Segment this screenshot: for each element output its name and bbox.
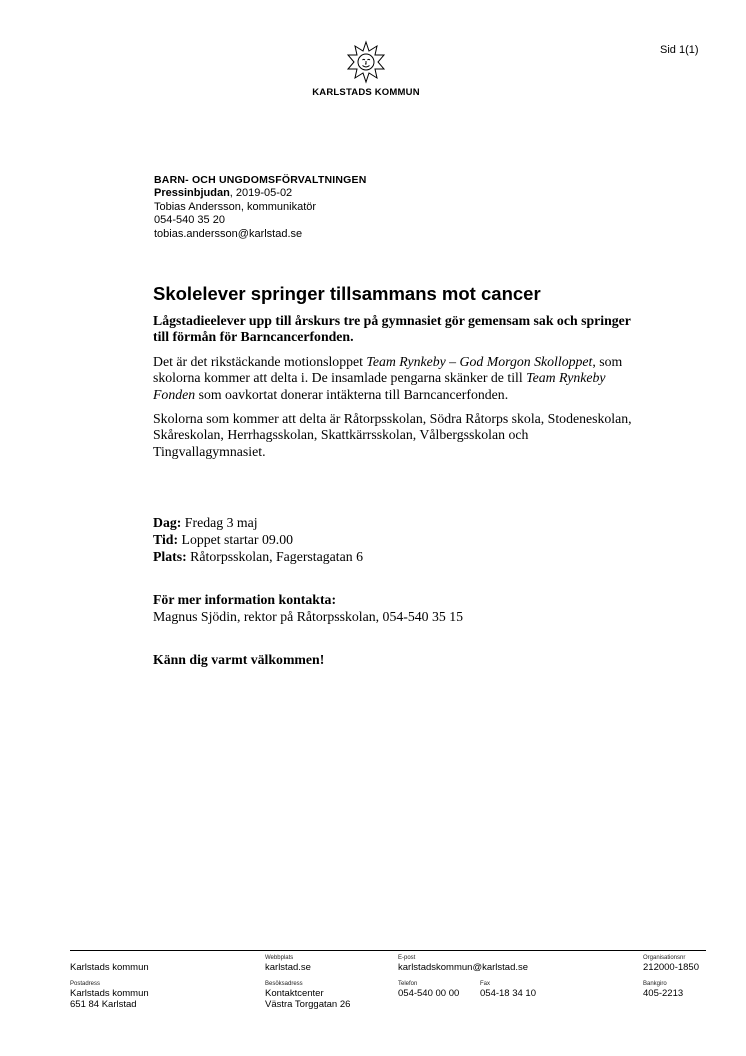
footer-orgnr xyxy=(643,954,699,973)
welcome-text: Känn dig varmt välkommen! xyxy=(153,652,325,667)
contact-heading: För mer information kontakta: xyxy=(153,592,337,607)
web-value: karlstad.se xyxy=(265,962,311,973)
logo-text: KARLSTADS KOMMUN xyxy=(312,87,420,98)
visit-line-1: Kontaktcenter xyxy=(265,988,324,999)
time-label: Tid: xyxy=(153,532,179,547)
bankgiro-value: 405-2213 xyxy=(643,988,684,999)
footer-org-name xyxy=(70,962,149,973)
fax-value: 054-18 34 10 xyxy=(480,988,536,999)
place-value: Råtorpsskolan, Fagerstagatan 6 xyxy=(186,549,363,564)
footer-postal xyxy=(70,980,149,1010)
web-label: Webbplats xyxy=(265,955,294,961)
doc-type: Pressinbjudan xyxy=(154,187,230,200)
postal-label: Postadress xyxy=(70,981,101,987)
place-label: Plats: xyxy=(153,549,187,564)
doc-type-line xyxy=(154,187,367,200)
orgnr-label: Organisationsnr xyxy=(643,955,686,961)
contact-email: tobias.andersson@karlstad.se xyxy=(154,227,303,240)
visit-label: Besöksadress xyxy=(265,981,303,987)
phone-value: 054-540 00 00 xyxy=(398,988,460,999)
email-label: E-post xyxy=(398,955,416,961)
contact-name: Tobias Andersson, kommunikatör xyxy=(154,200,317,213)
sender-block xyxy=(154,174,367,241)
contact-phone: 054-540 35 20 xyxy=(154,214,225,227)
p1-text-a: Det är det rikstäckande motionsloppet xyxy=(153,353,367,369)
detail-place xyxy=(153,548,363,565)
paragraph-1 xyxy=(153,354,633,403)
body-text xyxy=(153,313,633,468)
footer-web xyxy=(265,954,311,973)
footer-divider xyxy=(70,950,706,951)
contact-info xyxy=(153,591,463,625)
time-value: Loppet startar 09.00 xyxy=(178,532,294,547)
postal-line-1: Karlstads kommun xyxy=(70,988,149,999)
contact-text: Magnus Sjödin, rektor på Råtorpsskolan, 054-540 35 15 xyxy=(153,609,464,624)
day-value: Fredag 3 maj xyxy=(181,515,258,530)
headline: Skolelever springer tillsammans mot cancer xyxy=(153,283,541,304)
p1-event-name: Team Rynkeby – God Morgon Skolloppet xyxy=(366,353,593,369)
footer-fax xyxy=(480,980,536,999)
footer-email xyxy=(398,954,528,973)
page-number: Sid 1(1) xyxy=(660,44,699,56)
phone-label: Telefon xyxy=(398,981,418,987)
footer-phone xyxy=(398,980,459,999)
doc-date: , 2019-05-02 xyxy=(229,187,293,200)
email-value: karlstadskommun@karlstad.se xyxy=(398,962,529,973)
p1-text-c: som oavkortat donerar intäkterna till Barncancerfonden. xyxy=(195,386,509,402)
fax-label: Fax xyxy=(480,981,491,987)
lead-paragraph: Lågstadieelever upp till årskurs tre på gymnasiet gör gemensam sak och springer till förmån för Barncancerfonden. xyxy=(153,313,631,345)
postal-line-2: 651 84 Karlstad xyxy=(70,999,137,1010)
bankgiro-label: Bankgiro xyxy=(643,981,667,987)
org-name: Karlstads kommun xyxy=(70,962,149,973)
paragraph-2: Skolorna som kommer att delta är Råtorpsskolan, Södra Råtorps skola, Stodeneskolan, Skåreskolan, Herrhagsskolan, Skattkärrsskolan, Vålbergsskolan och Tingvallagymnasiet. xyxy=(153,411,632,459)
department: BARN- OCH UNGDOMSFÖRVALTNINGEN xyxy=(154,174,367,186)
municipality-logo xyxy=(296,40,436,98)
visit-line-2: Västra Torggatan 26 xyxy=(265,999,351,1010)
orgnr-value: 212000-1850 xyxy=(643,962,699,973)
day-label: Dag: xyxy=(153,515,182,530)
detail-time xyxy=(153,531,363,548)
footer-bankgiro xyxy=(643,980,683,999)
footer-visit xyxy=(265,980,350,1010)
p1-text-b: , som skolorna kommer att delta i. De insamlade pengarna skänker de till xyxy=(153,353,623,386)
sun-emblem-icon xyxy=(344,40,388,84)
p1-fund-name: Team Rynkeby Fonden xyxy=(153,370,606,402)
detail-day xyxy=(153,514,363,531)
event-details xyxy=(153,514,363,565)
